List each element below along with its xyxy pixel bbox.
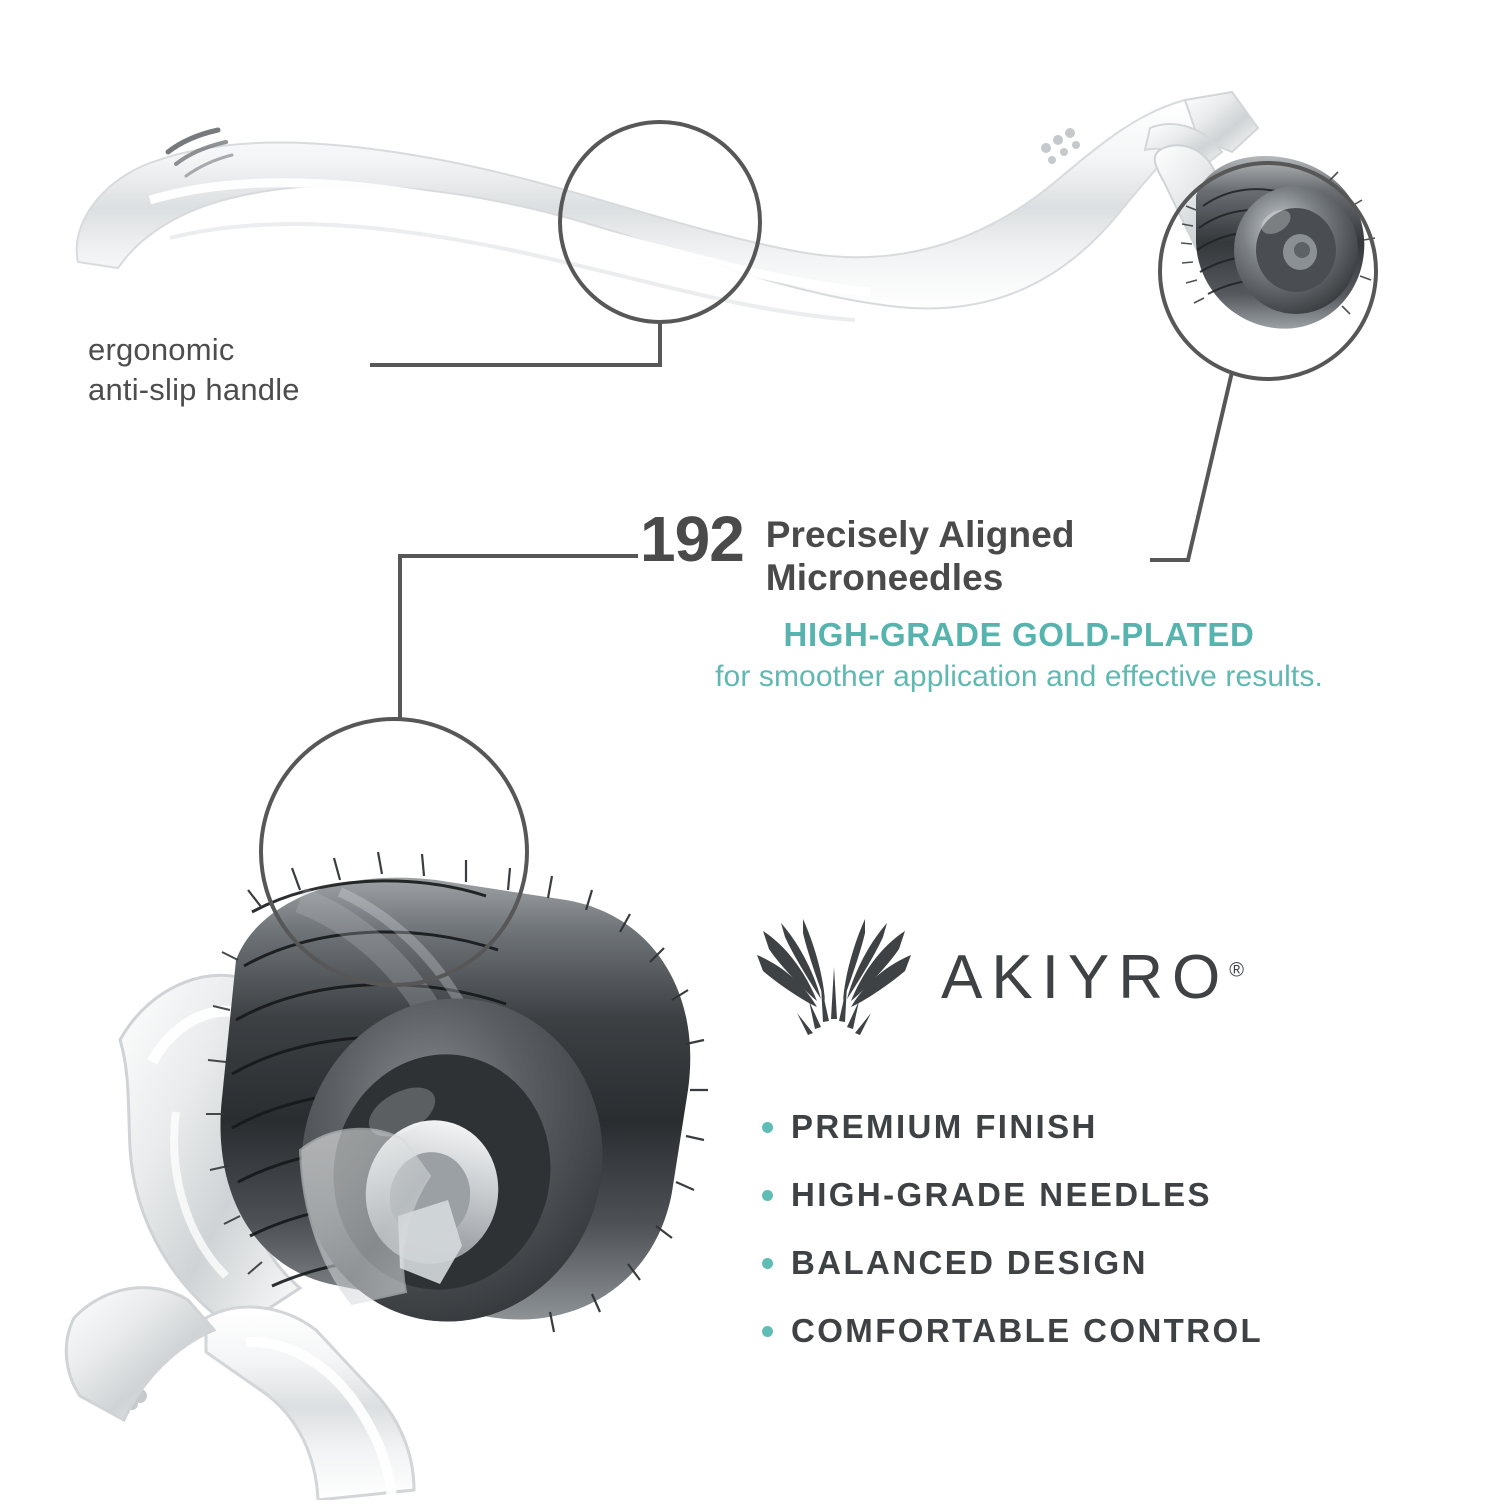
needle-headline-line1: Precisely Aligned — [765, 514, 1075, 555]
needle-drum-callout-circle — [261, 719, 527, 985]
microneedles-headline-row — [640, 503, 1380, 600]
gold-plated-headline: HIGH-GRADE GOLD-PLATED — [783, 615, 1255, 653]
handle-label-line1: ergonomic — [88, 332, 235, 367]
handle-leader-line — [370, 322, 660, 365]
registered-trademark: ® — [1229, 959, 1245, 982]
feature-list — [762, 1108, 1263, 1380]
handle-callout-label — [88, 330, 300, 409]
bullet-icon — [762, 1258, 773, 1269]
brand-name — [941, 942, 1244, 1013]
roller-head-callout-circle — [1160, 163, 1376, 379]
feature-label: BALANCED DESIGN — [791, 1244, 1148, 1281]
gold-plated-subtext: for smoother application and effective results. — [715, 659, 1323, 693]
list-item — [762, 1312, 1263, 1350]
feature-label: PREMIUM FINISH — [791, 1108, 1098, 1145]
bullet-icon — [762, 1190, 773, 1201]
needle-headline — [766, 508, 1075, 600]
wing-burst-icon — [755, 915, 913, 1040]
brand-name-text: AKIYRO — [941, 943, 1230, 1012]
list-item — [762, 1244, 1263, 1282]
feature-label: HIGH-GRADE NEEDLES — [791, 1176, 1212, 1213]
handle-label-line2: anti-slip handle — [88, 371, 300, 407]
microneedles-callout-block — [640, 503, 1380, 694]
bullet-icon — [762, 1122, 773, 1133]
needle-count: 192 — [640, 503, 744, 575]
brand-lockup — [755, 915, 1244, 1040]
needle-drum-leader-line — [400, 556, 638, 720]
handle-callout-circle — [560, 122, 760, 322]
bullet-icon — [762, 1326, 773, 1337]
needle-headline-line2: Microneedles — [765, 557, 1004, 599]
list-item — [762, 1108, 1263, 1146]
list-item — [762, 1176, 1263, 1214]
feature-label: COMFORTABLE CONTROL — [791, 1312, 1264, 1349]
